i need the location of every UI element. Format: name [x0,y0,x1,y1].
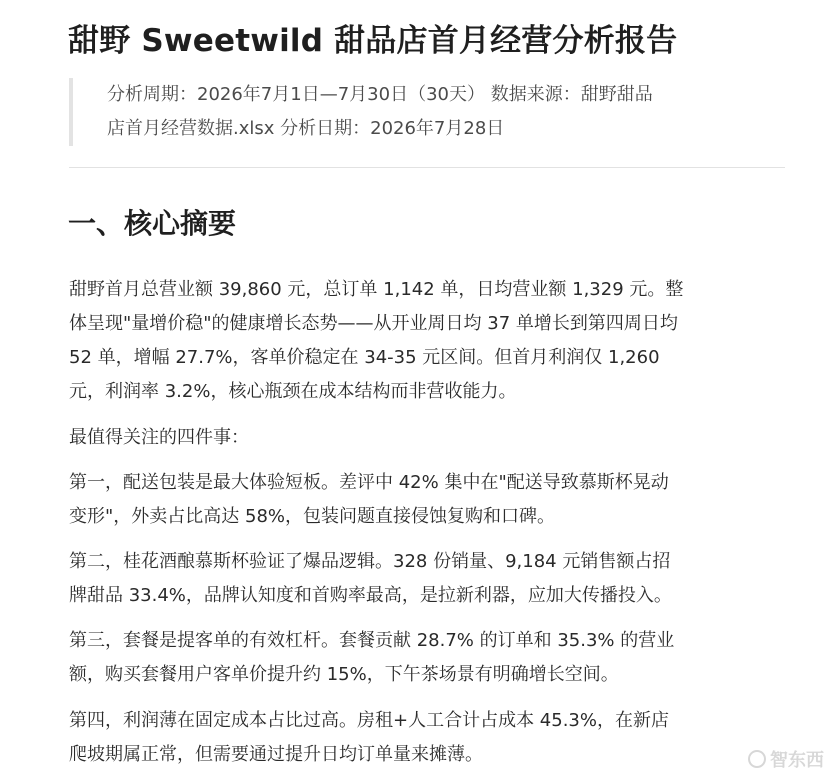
point-4-paragraph [69,704,789,772]
paragraph-line: 爬坡期属正常，但需要通过提升日均订单量来摊薄。 [69,744,483,765]
section-divider [69,167,785,168]
watermark-logo-icon [748,750,766,768]
paragraph-line: 第二，桂花酒酿慕斯杯验证了爆品逻辑。328 份销量、9,184 元销售额占招 [69,551,671,572]
paragraph-line: 第四，利润薄在固定成本占比过高。房租+人工合计占成本 45.3%，在新店 [69,710,669,731]
meta-line: 分析周期：2026年7月1日—7月30日（30天） 数据来源：甜野甜品 [107,84,653,105]
highlights-intro [69,421,789,455]
paragraph-line: 变形"，外卖占比高达 58%，包装问题直接侵蚀复购和口碑。 [69,506,556,527]
point-2-paragraph [69,545,789,613]
watermark [748,746,824,772]
summary-paragraph [69,273,789,409]
paragraph-line: 52 单，增幅 27.7%，客单价稳定在 34-35 元区间。但首月利润仅 1,260 [69,347,660,368]
meta-line: 店首月经营数据.xlsx 分析日期：2026年7月28日 [107,118,505,139]
point-1-paragraph [69,466,789,534]
paragraph-line: 最值得关注的四件事： [69,427,249,448]
report-meta-quote [69,78,769,146]
section-heading-summary: 一、核心摘要 [68,207,237,240]
paragraph-line: 额，购买套餐用户客单价提升约 15%，下午茶场景有明确增长空间。 [69,664,619,685]
paragraph-line: 元，利润率 3.2%，核心瓶颈在成本结构而非营收能力。 [69,381,517,402]
paragraph-line: 第一，配送包装是最大体验短板。差评中 42% 集中在"配送导致慕斯杯晃动 [69,472,669,493]
paragraph-line: 体呈现"量增价稳"的健康增长态势——从开业周日均 37 单增长到第四周日均 [69,313,678,334]
paragraph-line: 甜野首月总营业额 39,860 元，总订单 1,142 单，日均营业额 1,329 元。整 [69,279,684,300]
watermark-text: 智东西 [770,750,824,771]
report-title: 甜野 Sweetwild 甜品店首月经营分析报告 [68,23,678,59]
paragraph-line: 第三，套餐是提客单的有效杠杆。套餐贡献 28.7% 的订单和 35.3% 的营业 [69,630,675,651]
paragraph-line: 牌甜品 33.4%，品牌认知度和首购率最高，是拉新利器，应加大传播投入。 [69,585,672,606]
point-3-paragraph [69,624,789,692]
